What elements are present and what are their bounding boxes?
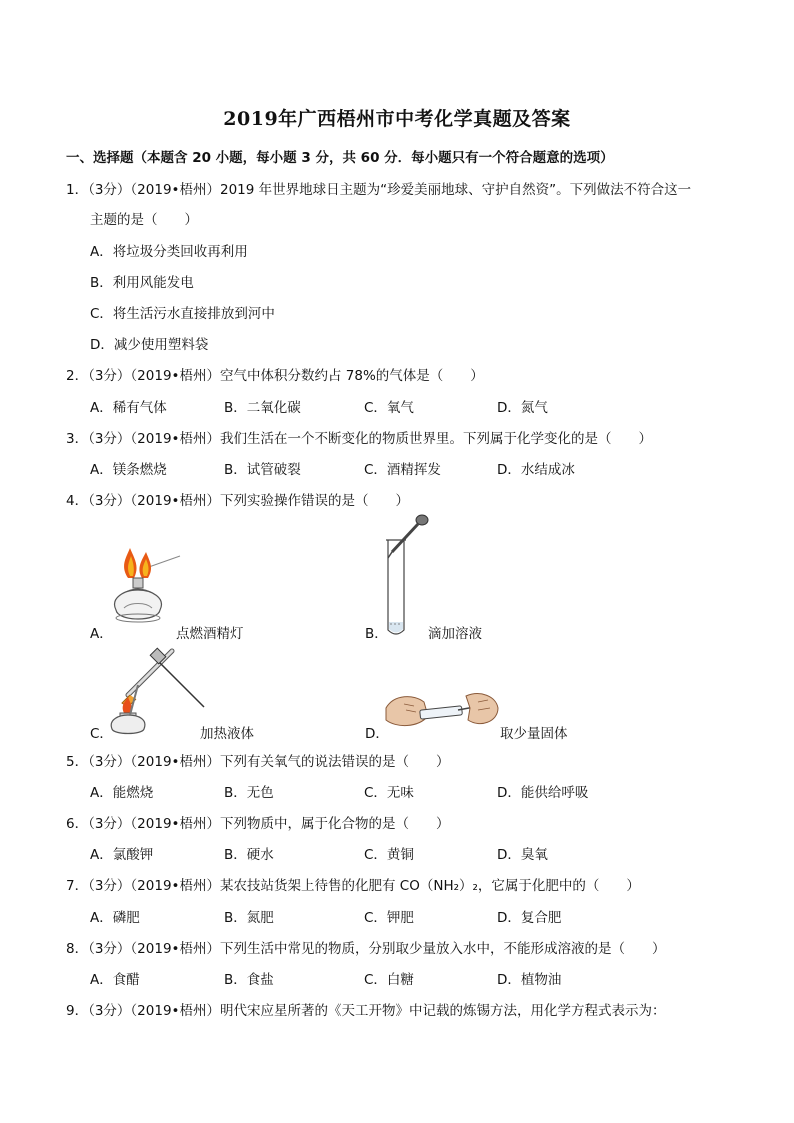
taking-solid-figure [384, 688, 500, 738]
question-7-option-a: A．磷肥 [90, 910, 140, 926]
question-7-option-c: C．钾肥 [364, 910, 414, 926]
question-2-option-d: D．氮气 [497, 400, 548, 416]
question-1-option-d: D．减少使用塑料袋 [90, 337, 209, 353]
question-7-option-b: B．氮肥 [224, 910, 274, 926]
question-8-option-a: A．食醋 [90, 972, 140, 988]
question-9-stem: 9．（3分）（2019•梧州）明代宋应星所著的《天工开物》中记载的炼锡方法，用化学方程式表示为： [66, 1003, 666, 1019]
question-6-option-a: A．氯酸钾 [90, 847, 154, 863]
question-4-option-c-label: 加热液体 [200, 726, 254, 742]
question-5-stem: 5．（3分）（2019•梧州）下列有关氧气的说法错误的是（ ） [66, 754, 450, 770]
question-1-option-a: A．将垃圾分类回收再利用 [90, 244, 248, 260]
section-heading: 一、选择题（本题含 20 小题，每小题 3 分，共 60 分．每小题只有一个符合题意的选项） [66, 150, 614, 166]
question-4-option-b-letter: B． [365, 626, 388, 642]
page-title: 2019年广西梧州市中考化学真题及答案 [223, 108, 571, 130]
question-6-option-d: D．臭氧 [497, 847, 548, 863]
question-1-stem: 1．（3分）（2019•梧州）2019 年世界地球日主题为“珍爱美丽地球、守护自然资”。下列做法不符合这一 [66, 182, 692, 198]
alcohol-lamp-lighting-figure [106, 538, 182, 638]
question-5-option-c: C．无味 [364, 785, 414, 801]
question-6-option-c: C．黄铜 [364, 847, 414, 863]
question-7-stem: 7．（3分）（2019•梧州）某农技站货架上待售的化肥有 CO（NH₂）₂，它属于化肥中的（ ） [66, 878, 640, 894]
question-1-option-c: C．将生活污水直接排放到河中 [90, 306, 275, 322]
question-4-option-a-label: 点燃酒精灯 [176, 626, 244, 642]
question-4-option-a-letter: A． [90, 626, 113, 642]
question-4-option-d-letter: D． [365, 726, 389, 742]
question-2-option-a: A．稀有气体 [90, 400, 167, 416]
question-6-stem: 6．（3分）（2019•梧州）下列物质中，属于化合物的是（ ） [66, 816, 450, 832]
question-1-stem-cont: 主题的是（ ） [90, 212, 198, 228]
question-3-option-d: D．水结成冰 [497, 462, 575, 478]
question-3-option-a: A．镁条燃烧 [90, 462, 167, 478]
question-8-option-b: B．食盐 [224, 972, 274, 988]
question-4-stem: 4．（3分）（2019•梧州）下列实验操作错误的是（ ） [66, 493, 409, 509]
question-1-option-b: B．利用风能发电 [90, 275, 194, 291]
question-5-option-b: B．无色 [224, 785, 274, 801]
question-3-option-c: C．酒精挥发 [364, 462, 441, 478]
heating-liquid-figure [108, 645, 208, 737]
question-4-option-c-letter: C． [90, 726, 113, 742]
question-4-option-d-label: 取少量固体 [500, 726, 568, 742]
question-5-option-a: A．能燃烧 [90, 785, 154, 801]
question-3-stem: 3．（3分）（2019•梧州）我们生活在一个不断变化的物质世界里。下列属于化学变化的是（ ） [66, 431, 652, 447]
question-7-option-d: D．复合肥 [497, 910, 562, 926]
question-8-stem: 8．（3分）（2019•梧州）下列生活中常见的物质，分别取少量放入水中，不能形成溶液的是（ ） [66, 941, 666, 957]
question-2-option-b: B．二氧化碳 [224, 400, 301, 416]
question-8-option-d: D．植物油 [497, 972, 562, 988]
question-8-option-c: C．白糖 [364, 972, 414, 988]
question-3-option-b: B．试管破裂 [224, 462, 301, 478]
question-4-option-b-label: 滴加溶液 [428, 626, 482, 642]
question-2-option-c: C．氧气 [364, 400, 414, 416]
question-2-stem: 2．（3分）（2019•梧州）空气中体积分数约占 78%的气体是（ ） [66, 368, 484, 384]
question-6-option-b: B．硬水 [224, 847, 274, 863]
question-5-option-d: D．能供给呼吸 [497, 785, 589, 801]
dropper-adding-solution-figure [378, 512, 434, 640]
